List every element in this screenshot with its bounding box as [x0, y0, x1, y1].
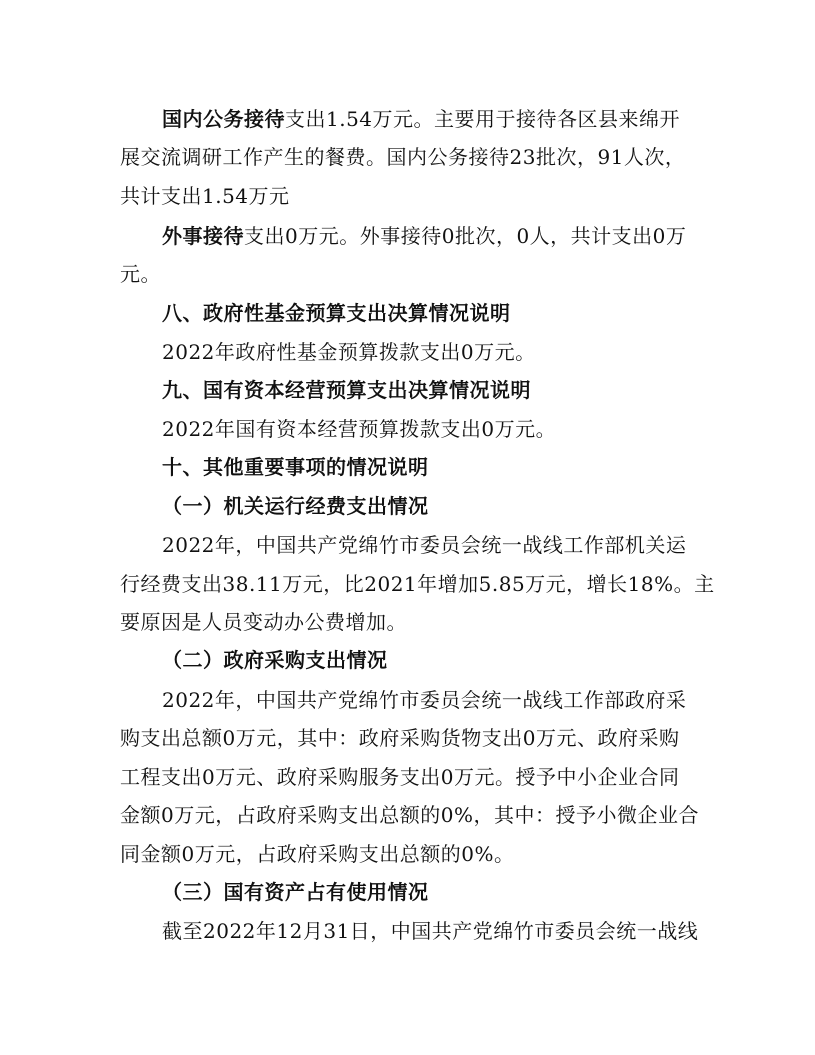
subsection-1-line-2: 行经费支出38.11万元，比2021年增加5.85万元，增长18%。主 — [120, 572, 715, 596]
section-8-heading: 八、政府性基金预算支出决算情况说明 — [162, 301, 511, 325]
subsection-1-line-1: 2022年，中国共产党绵竹市委员会统一战线工作部机关运 — [162, 533, 687, 557]
domestic-reception-line-1 — [162, 100, 742, 138]
subsection-2-line-5: 同金额0万元，占政府采购支出总额的0%。 — [120, 842, 515, 866]
subsection-1-line-3: 要原因是人员变动办公费增加。 — [120, 610, 407, 634]
subsection-2-heading: （二）政府采购支出情况 — [162, 648, 388, 672]
domestic-reception-label: 国内公务接待 — [162, 107, 285, 131]
subsection-3-heading: （三）国有资产占有使用情况 — [162, 880, 429, 904]
subsection-2-line-2: 购支出总额0万元，其中：政府采购货物支出0万元、政府采购 — [120, 726, 680, 750]
section-8-text: 2022年政府性基金预算拨款支出0万元。 — [162, 340, 536, 364]
subsection-2-line-1: 2022年，中国共产党绵竹市委员会统一战线工作部政府采 — [162, 688, 687, 712]
section-9-heading: 九、国有资本经营预算支出决算情况说明 — [162, 378, 531, 402]
subsection-2-line-3: 工程支出0万元、政府采购服务支出0万元。授予中小企业合同 — [120, 765, 680, 789]
section-9-text: 2022年国有资本经营预算拨款支出0万元。 — [162, 417, 557, 441]
subsection-2-line-4: 金额0万元，占政府采购支出总额的0%，其中：授予小微企业合 — [120, 803, 699, 827]
foreign-reception-text: 支出0万元。外事接待0批次，0人，共计支出0万 — [244, 224, 687, 248]
subsection-3-line-1: 截至2022年12月31日，中国共产党绵竹市委员会统一战线 — [162, 919, 699, 943]
foreign-reception-label: 外事接待 — [162, 224, 244, 248]
foreign-reception-line-2: 元。 — [120, 262, 161, 286]
foreign-reception-line-1 — [162, 217, 742, 255]
domestic-reception-line-3: 共计支出1.54万元 — [120, 184, 290, 208]
domestic-reception-text: 支出1.54万元。主要用于接待各区县来绵开 — [285, 107, 681, 131]
section-10-heading: 十、其他重要事项的情况说明 — [162, 455, 429, 479]
subsection-1-heading: （一）机关运行经费支出情况 — [162, 494, 429, 518]
domestic-reception-line-2: 展交流调研工作产生的餐费。国内公务接待23批次，91人次， — [120, 145, 686, 169]
